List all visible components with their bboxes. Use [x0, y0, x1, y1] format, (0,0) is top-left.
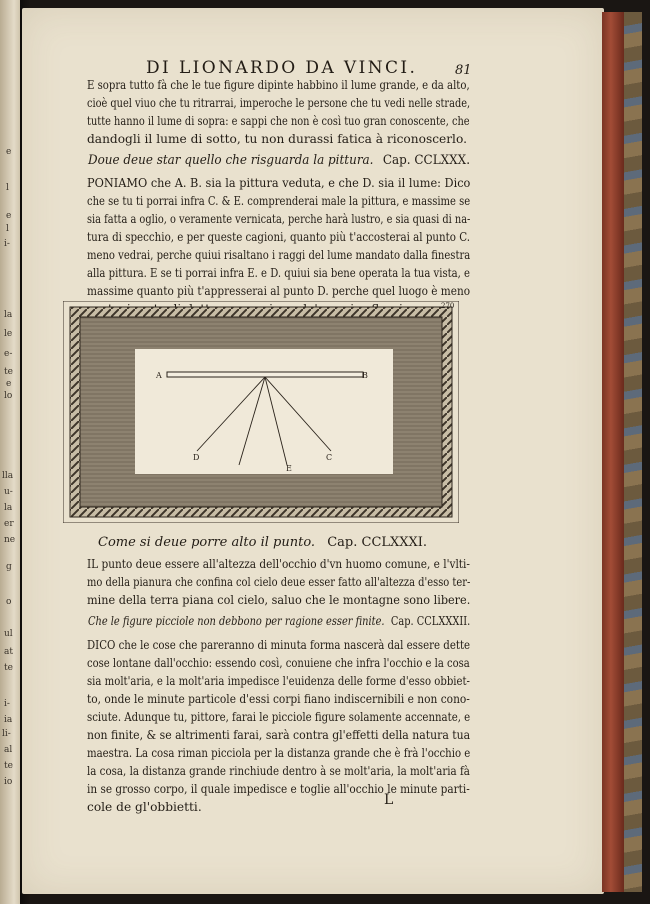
text-line: IL punto deue essere all'altezza dell'occhio d'vn huomo comune, e l'vlti-: [87, 557, 470, 571]
text-line: DICO che le cose che pareranno di minuta forma nascerà dal essere dette: [87, 638, 471, 652]
facing-page-fragment: te: [4, 761, 13, 771]
text-line: cose lontane dall'occhio: essendo così, conuiene che infra l'occhio e la cosa: [87, 656, 470, 670]
facing-page-fragment: i-: [4, 699, 10, 709]
reflection-diagram: [135, 349, 393, 474]
facing-page-fragment: i-: [4, 239, 10, 249]
facing-page-fragment: le: [4, 329, 13, 339]
facing-page-fragment: la: [4, 503, 13, 513]
facing-page-fragment: al: [4, 745, 13, 755]
facing-page-fragment: lla: [2, 471, 14, 481]
text-line: sia fatta a oglio, o veramente vernicata, perche harà lustro, e sia quasi di na-: [87, 212, 471, 226]
ray-to-d: [197, 377, 265, 451]
facing-page-fragment: l: [6, 224, 9, 234]
text-line: in se grosso corpo, il quale impedisce e toglie all'occhio le minute parti-: [87, 782, 470, 796]
chapter-heading: [88, 614, 470, 628]
text-line: la cosa, la distanza grande rinchiude dentro à se molt'aria, la molt'aria fà: [87, 764, 470, 778]
facing-page-fragment: ul: [4, 629, 13, 639]
facing-page-fragment: ne: [4, 535, 16, 545]
ray-left-mid: [239, 377, 265, 465]
text-line: che se tu ti porrai infra C. & E. comprenderai male la pittura, e massime se: [87, 194, 471, 208]
label-b: B: [362, 371, 368, 380]
text-line: PONIAMO che A. B. sia la pittura veduta, e che D. sia il lume: Dico: [87, 176, 471, 190]
text-line: tura di specchio, e per queste cagioni, quanto più t'accosterai al punto C.: [87, 230, 471, 244]
text-line: non finite, & se altrimenti farai, sarà contra gl'effetti della natura tua: [87, 728, 471, 742]
text-line: sciute. Adunque tu, pittore, farai le picciole figure solamente accennate, e: [87, 710, 471, 724]
label-d: D: [193, 453, 200, 462]
text-line: meno vedrai, perche quiui risaltano i raggi del lume mandato dalla finestra: [87, 248, 471, 262]
text-line: to, onde le minute particole d'essi corpi fiano indiscernibili e non cono-: [87, 692, 470, 706]
picture-bar-ab: [167, 372, 363, 377]
text-line: mo della pianura che confina col cielo deue esser fatto all'altezza d'esso ter-: [87, 575, 471, 589]
chapter-title: Doue deue star quello che risguarda la pittura.: [88, 153, 374, 168]
facing-page-fragment: e-: [4, 349, 13, 359]
facing-page-fragment: e: [6, 211, 12, 221]
chapter-heading: [88, 153, 470, 168]
chapter-number: Cap. CCLXXX.: [382, 153, 471, 168]
text-line: tutte hanno il lume di sopra: e sappi che non è così tuo gran conoscente, che: [87, 114, 470, 128]
chapter-number: Cap. CCLXXXI.: [327, 535, 428, 550]
facing-page-fragment: g: [6, 562, 12, 572]
text-line: dandogli il lume di sotto, tu non durassi fatica à riconoscerlo.: [87, 132, 467, 146]
text-line: maestra. La cosa riman picciola per la distanza grande che è frà l'occhio e: [87, 746, 471, 760]
facing-page-fragment: e: [6, 379, 12, 389]
text-line: massime quanto più t'appresserai al punto D. perche quel luogo è meno: [87, 284, 471, 298]
facing-page-fragment: u-: [4, 487, 13, 497]
facing-page-fragment: ia: [4, 715, 13, 725]
page-number: 81: [455, 63, 472, 78]
facing-page-fragment: lo: [4, 391, 13, 401]
chapter-heading: [98, 535, 427, 550]
signature-mark: L: [384, 792, 394, 808]
chapter-title: Come si deue porre alto il punto.: [98, 535, 316, 550]
text-line: mine della terra piana col cielo, saluo che le montagne sono libere.: [87, 593, 471, 607]
facing-page-fragment: io: [4, 777, 13, 787]
label-a: A: [156, 371, 162, 380]
facing-page-fragment: e: [6, 147, 12, 157]
chapter-title: Che le figure picciole non debbono per ragione esser finite.: [88, 614, 385, 628]
facing-page-fragment: o: [6, 597, 12, 607]
label-e: E: [286, 464, 292, 473]
facing-page-fragment: la: [4, 310, 13, 320]
running-header: DI LIONARDO DA VINCI.: [146, 58, 418, 78]
marbled-board: [624, 12, 642, 892]
text-line: cole de gl'obbietti.: [87, 800, 202, 814]
facing-page-edge: [0, 0, 20, 904]
facing-page-fragment: te: [4, 367, 13, 377]
plate-number: 270: [441, 302, 455, 310]
facing-page-fragment: te: [4, 663, 13, 673]
facing-page-fragment: l: [6, 183, 9, 193]
facing-page-fragment: at: [4, 647, 13, 657]
book-edge: [602, 12, 624, 892]
text-line: E sopra tutto fà che le tue figure dipinte habbino il lume grande, e da alto,: [87, 78, 470, 92]
label-c: C: [326, 453, 333, 462]
text-line: cioè quel viuo che tu ritrarrai, imperoche le persone che tu vedi nelle strade,: [87, 96, 471, 110]
chapter-number: Cap. CCLXXXII.: [390, 614, 471, 628]
ray-to-c: [265, 377, 331, 451]
text-line: alla pittura. E se ti porrai infra E. e D. quiui sia bene operata la tua vista, e: [87, 266, 471, 280]
ray-to-e: [265, 377, 287, 465]
facing-page-fragment: li-: [2, 729, 11, 739]
facing-page-fragment: er: [4, 519, 14, 529]
text-line: sia molt'aria, e la molt'aria impedisce l'euidenza delle forme d'esso obbiet-: [87, 674, 470, 688]
